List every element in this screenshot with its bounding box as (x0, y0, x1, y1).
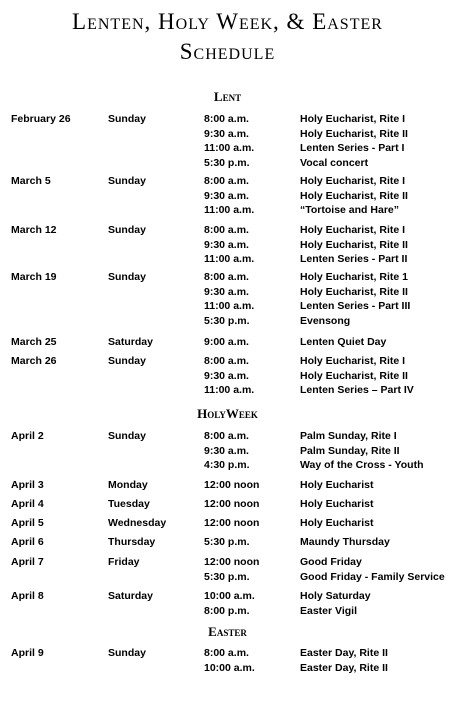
entry-service: Lenten Series - Part I (300, 142, 405, 154)
entry-time: 12:00 noon (204, 556, 260, 568)
entry-time: 9:00 a.m. (204, 336, 249, 348)
entry-time: 11:00 a.m. (204, 142, 255, 154)
entry-time: 8:00 a.m. (204, 647, 249, 659)
section-heading-holy-week: HolyWeek (197, 406, 258, 421)
schedule-title-line2: Schedule (179, 39, 276, 64)
entry-date: April 9 (11, 647, 44, 659)
entry-day: Sunday (108, 175, 146, 187)
entry-day: Saturday (108, 590, 153, 602)
entry-service: Holy Eucharist (300, 498, 374, 510)
entry-date: March 5 (11, 175, 51, 187)
entry-service: “Tortoise and Hare” (300, 204, 399, 216)
entry-time: 5:30 p.m. (204, 536, 250, 548)
entry-service: Lenten Quiet Day (300, 336, 387, 348)
entry-date: April 8 (11, 590, 44, 602)
entry-service: Easter Day, Rite II (300, 647, 388, 659)
entry-service: Holy Eucharist, Rite II (300, 127, 408, 140)
entry-time: 12:00 noon (204, 479, 260, 491)
entry-service: Lenten Series - Part II (300, 253, 408, 265)
entry-date: April 3 (11, 479, 44, 491)
entry-service: Holy Eucharist, Rite I (300, 175, 406, 187)
entry-date: April 2 (11, 430, 44, 442)
entry-date: April 6 (11, 536, 44, 548)
section-heading-easter: Easter (208, 624, 247, 639)
entry-time: 11:00 a.m. (204, 300, 255, 312)
entry-day: Saturday (108, 336, 153, 348)
entry-service: Holy Eucharist, Rite I (300, 355, 406, 367)
entry-time: 9:30 a.m. (204, 127, 249, 140)
entry-time: 9:30 a.m. (204, 444, 249, 457)
entry-service: Vocal concert (300, 156, 369, 169)
entry-time: 8:00 a.m. (204, 271, 249, 283)
entry-date: April 4 (11, 498, 44, 510)
entry-service: Holy Eucharist (300, 517, 374, 529)
entry-day: Friday (108, 556, 140, 568)
entry-service: Holy Eucharist, Rite II (300, 238, 408, 251)
entry-time: 5:30 p.m. (204, 156, 250, 169)
entry-service: Good Friday (300, 556, 362, 568)
entry-day: Sunday (108, 355, 146, 367)
entry-date: April 7 (11, 556, 44, 568)
entry-time: 9:30 a.m. (204, 285, 249, 298)
entry-time: 11:00 a.m. (204, 253, 255, 265)
entry-day: Thursday (108, 536, 156, 548)
entry-date: March 25 (11, 336, 57, 348)
entry-service: Holy Eucharist, Rite II (300, 369, 408, 382)
entry-time: 12:00 noon (204, 498, 260, 510)
entry-day: Wednesday (108, 517, 167, 529)
entry-service: Holy Saturday (300, 590, 371, 602)
entry-time: 8:00 a.m. (204, 113, 249, 125)
entry-service: Palm Sunday, Rite II (300, 444, 400, 457)
entry-service: Holy Eucharist, Rite I (300, 113, 406, 125)
entry-date: March 19 (11, 271, 57, 283)
entry-time: 8:00 p.m. (204, 604, 250, 617)
entry-service: Holy Eucharist, Rite I (300, 224, 406, 236)
entry-service: Palm Sunday, Rite I (300, 430, 397, 442)
entry-service: Holy Eucharist, Rite 1 (300, 271, 408, 283)
entry-time: 4:30 p.m. (204, 459, 250, 471)
entry-day: Sunday (108, 271, 146, 283)
entry-time: 8:00 a.m. (204, 175, 249, 187)
entry-time: 10:00 a.m. (204, 590, 255, 602)
entry-time: 9:30 a.m. (204, 369, 249, 382)
entry-service: Lenten Series – Part IV (300, 384, 414, 396)
entry-time: 8:00 a.m. (204, 224, 249, 236)
entry-day: Sunday (108, 430, 146, 442)
entry-time: 11:00 a.m. (204, 204, 255, 216)
entry-day: Tuesday (108, 498, 150, 510)
entry-date: April 5 (11, 517, 44, 529)
entry-date: March 12 (11, 224, 57, 236)
entry-service: Evensong (300, 314, 351, 327)
entry-service: Holy Eucharist (300, 479, 374, 491)
entry-date: February 26 (11, 113, 71, 125)
section-heading-lent: Lent (213, 89, 242, 104)
entry-service: Good Friday - Family Service (300, 570, 445, 583)
entry-service: Easter Vigil (300, 604, 358, 617)
entry-time: 11:00 a.m. (204, 384, 255, 396)
entry-day: Monday (108, 479, 148, 491)
entry-time: 12:00 noon (204, 517, 260, 529)
entry-service: Maundy Thursday (300, 536, 390, 548)
entry-service: Holy Eucharist, Rite II (300, 285, 408, 298)
schedule-title-line1: Lenten, Holy Week, & Easter (72, 9, 383, 34)
entry-time: 9:30 a.m. (204, 238, 249, 251)
entry-day: Sunday (108, 224, 146, 236)
entry-day: Sunday (108, 113, 146, 125)
entry-service: Lenten Series - Part III (300, 300, 411, 312)
entry-time: 9:30 a.m. (204, 189, 249, 202)
entry-time: 5:30 p.m. (204, 570, 250, 583)
entry-time: 10:00 a.m. (204, 661, 255, 674)
entry-service: Holy Eucharist, Rite II (300, 189, 408, 202)
entry-time: 8:00 a.m. (204, 355, 249, 367)
entry-service: Easter Day, Rite II (300, 661, 388, 674)
entry-time: 5:30 p.m. (204, 314, 250, 327)
entry-date: March 26 (11, 355, 57, 367)
entry-time: 8:00 a.m. (204, 430, 249, 442)
entry-day: Sunday (108, 647, 146, 659)
entry-service: Way of the Cross - Youth (300, 459, 424, 471)
